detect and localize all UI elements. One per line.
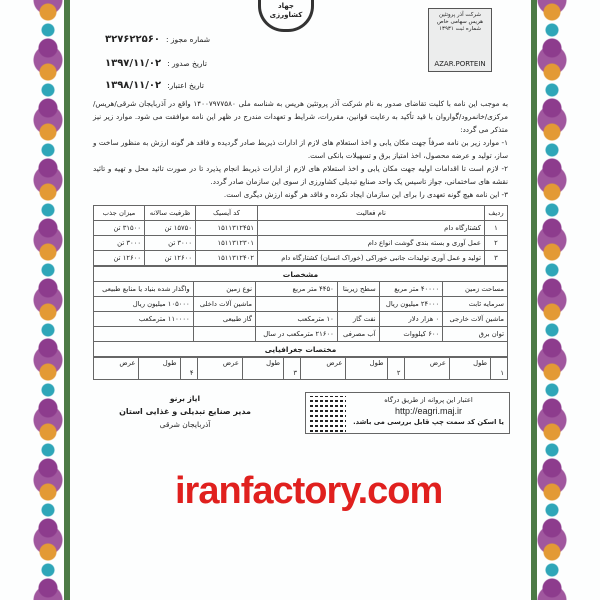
expiry-date-label: تاریخ اعتبار: xyxy=(167,81,204,90)
col-header: میزان جذب xyxy=(94,206,145,221)
point-number: ۱ xyxy=(491,358,508,380)
cell: ۱۲۶۰۰ تن xyxy=(94,251,145,266)
cell: ۴۴۵۰ متر مربع xyxy=(256,282,338,297)
signatory-name: ایاز برنو xyxy=(169,394,201,403)
cell: ۶۰۰ کیلووات xyxy=(379,327,443,342)
latitude-label: عرض xyxy=(94,358,139,380)
cell: تولید و عمل آوری تولیدات جانبی خوراکی (خوراک انسان) کشتارگاه دام xyxy=(258,251,485,266)
issue-date-label: تاریخ صدور : xyxy=(167,59,207,68)
emblem-text: جهاد کشاورزی xyxy=(269,2,303,19)
verify-note: یا اسکن کد سمت چپ قابل بررسی می باشد. xyxy=(353,418,504,426)
col-header: ردیف xyxy=(485,206,508,221)
cell: کشتارگاه دام xyxy=(258,221,485,236)
permit-main xyxy=(93,97,508,434)
watermark: iranfactory.com xyxy=(175,470,443,512)
cell: ۳ xyxy=(485,251,508,266)
cell: ماشین آلات داخلی xyxy=(193,297,255,312)
latitude-label: عرض xyxy=(301,358,346,380)
table-row xyxy=(94,297,508,312)
cell: ۴۰۰۰۰ متر مربع xyxy=(379,282,443,297)
cell: ۲۱۶۰۰ مترمکعب در سال xyxy=(256,327,338,342)
cell: ۱ xyxy=(485,221,508,236)
stamp-en-text: AZAR.PORTEIN xyxy=(434,60,486,68)
body-paragraph: به موجب این نامه با کلیت تقاضای صدور به نام شرکت آذر پروتئین هریس به شناسه ملی ۱۴۰۰۷۹۷۷۵۸۰ واقع در آذربایجان شرقی/هریس/مرکزی/خانمرود/گواروان با قید تأکید به رعایت قوانین، مقررات، شرایط و تعهدات مندرج در ظهر این نامه موافقت می شود. موارد زیر نیز متذکر می گردد: xyxy=(93,99,509,134)
expiry-date-value: ۱۳۹۸/۱۱/۰۲ xyxy=(105,80,162,91)
geo-table xyxy=(93,357,508,380)
issue-date xyxy=(105,58,207,69)
permit-number xyxy=(105,34,210,45)
cell: سرمایه ثابت xyxy=(443,297,508,312)
point-number: ۲ xyxy=(387,358,404,380)
cell: ۱۰ مترمکعب xyxy=(256,312,338,327)
cell: ۱۱۰۰۰۰ مترمکعب xyxy=(94,312,194,327)
permit-number-value: ۳۲۷۶۲۲۵۶۰ xyxy=(105,34,160,45)
geo-title: مختصات جغرافیایی xyxy=(94,342,508,357)
cell: گاز طبیعی xyxy=(193,312,255,327)
cell: آب مصرفی xyxy=(337,327,379,342)
table-row xyxy=(94,236,508,251)
cell: توان برق xyxy=(443,327,508,342)
body-item-2: ۲- لازم است تا اقدامات اولیه جهت مکان یابی و اخذ استعلام های لازم از ادارات ذیربط انجام پذیرد تا در صورت تائید محل و تهیه و تائید نقشه های ساختمانی، جواز تاسیس یک واحد صنایع تبدیلی کشاورزی از سوی این سازمان صادر گردد. xyxy=(93,164,508,186)
cell xyxy=(94,327,194,342)
col-header: کد آیسیک xyxy=(196,206,258,221)
col-header: نام فعالیت xyxy=(258,206,485,221)
latitude-label: عرض xyxy=(404,358,449,380)
signatory-title: مدیر صنایع تبدیلی و غذایی استان xyxy=(119,407,251,416)
specs-title: مشخصات xyxy=(94,267,508,282)
verify-url-link[interactable]: http://eagri.maj.ir xyxy=(394,406,463,416)
stamp-text: شرکت آذر پروتئین هریس سهامی خاص شماره ثبت ۱۳۹۳۱ xyxy=(436,12,484,32)
point-number: ۳ xyxy=(284,358,301,380)
longitude-label: طول xyxy=(346,358,387,380)
verification-box xyxy=(305,392,510,434)
cell: مساحت زمین xyxy=(443,282,508,297)
longitude-label: طول xyxy=(139,358,180,380)
table-row xyxy=(94,327,508,342)
table-row xyxy=(94,221,508,236)
qr-code-icon[interactable] xyxy=(310,396,346,432)
cell: ۱۵۱۱۳۱۲۴۵۱ xyxy=(196,221,258,236)
cell: نفت گاز xyxy=(337,312,379,327)
cell: ۱۰۵۰۰۰ میلیون ریال xyxy=(94,297,194,312)
cell xyxy=(193,327,255,342)
activities-table xyxy=(93,205,508,266)
cell xyxy=(256,297,338,312)
cell xyxy=(337,297,379,312)
cell: ۱۵۱۱۳۱۲۴۰۲ xyxy=(196,251,258,266)
cell: عمل آوری و بسته بندی گوشت انواع دام xyxy=(258,236,485,251)
border-line-left xyxy=(64,0,70,600)
company-stamp xyxy=(428,8,492,72)
cell: ۱۵۱۱۳۱۲۳۰۱ xyxy=(196,236,258,251)
cell: ۳۰۰۰ تن xyxy=(145,236,196,251)
signature-block xyxy=(110,392,260,431)
cell: ۳۰۰۰ تن xyxy=(94,236,145,251)
expiry-date xyxy=(105,80,204,91)
col-header: ظرفیت سالانه xyxy=(145,206,196,221)
table-row xyxy=(94,251,508,266)
cell: ماشین آلات خارجی xyxy=(443,312,508,327)
point-number: ۴ xyxy=(180,358,197,380)
cell: ۱۲۶۰۰ تن xyxy=(145,251,196,266)
cell: نوع زمین xyxy=(193,282,255,297)
specs-table xyxy=(93,266,508,357)
latitude-label: عرض xyxy=(197,358,242,380)
cell: واگذار شده بنیاد یا منابع طبیعی xyxy=(94,282,194,297)
body-item-1: ۱- موارد زیر بن نامه صرفاً جهت مکان یابی و اخذ استعلام های لازم از ادارات ذیربط صادر گردیده و فاقد هر گونه ارزش به منظور ساخت و ساز، تولید و عرضه محصول، اخذ امتیاز برق و تسهیلات بانکی است. xyxy=(93,138,508,160)
border-line-right xyxy=(531,0,537,600)
body-item-3: ۳- این نامه هیچ گونه تعهدی را برای این سازمان ایجاد نکرده و فاقد هر گونه ارزش دیگری است. xyxy=(223,190,508,199)
verify-text: اعتبار این پروانه از طریق درگاه xyxy=(384,396,473,404)
geo-row xyxy=(94,358,508,380)
cell: ۳۱۵۰۰ تن xyxy=(94,221,145,236)
cell: ۲۴۰۰۰ میلیون ریال xyxy=(379,297,443,312)
permit-body xyxy=(93,97,508,201)
table-header-row xyxy=(94,206,508,221)
cell: ۲ xyxy=(485,236,508,251)
longitude-label: طول xyxy=(449,358,490,380)
cell: ۱۵۷۵۰ تن xyxy=(145,221,196,236)
cell: سطح زیربنا xyxy=(337,282,379,297)
ministry-emblem xyxy=(258,0,314,32)
signatory-province: آذربایجان شرقی xyxy=(159,420,211,429)
cell: ۰ هزار دلار xyxy=(379,312,443,327)
table-row xyxy=(94,312,508,327)
longitude-label: طول xyxy=(242,358,283,380)
table-row xyxy=(94,282,508,297)
footer-area xyxy=(93,392,508,434)
issue-date-value: ۱۳۹۷/۱۱/۰۲ xyxy=(105,58,162,69)
permit-number-label: شماره مجوز : xyxy=(165,35,211,44)
